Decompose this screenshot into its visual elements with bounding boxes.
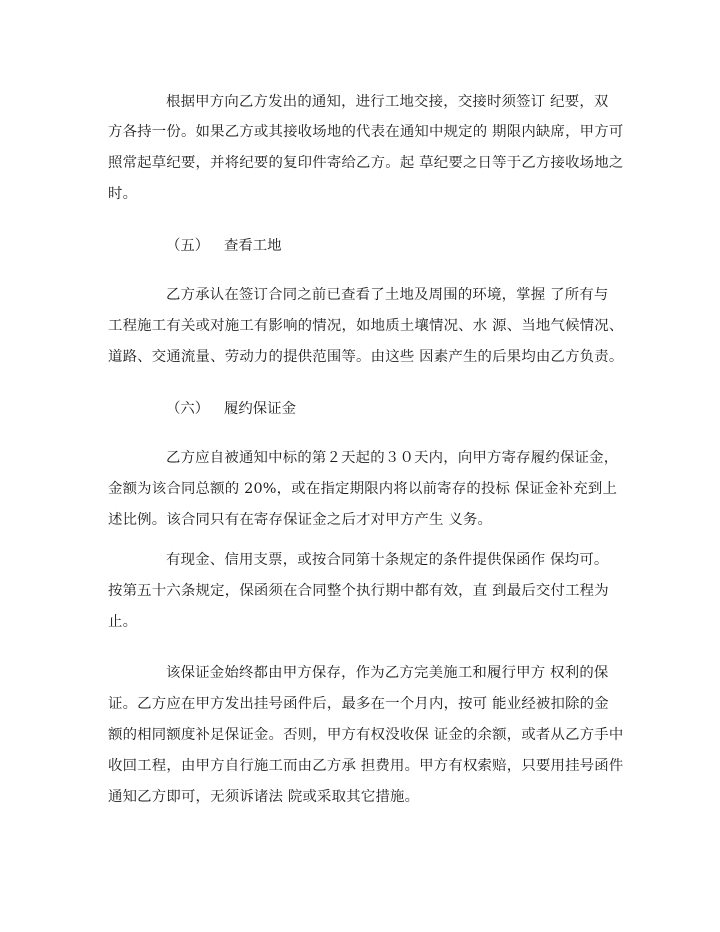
paragraph-4-line-2: 按第五十六条规定，保函须在合同整个执行期中都有效，直 到最后交付工程为 [108, 583, 609, 599]
paragraph-1-line-2: 方各持一份。如果乙方或其接收场地的代表在通知中规定的 期限内缺席，甲方可 [108, 124, 624, 140]
paragraph-5-line-1: 该保证金始终都由甲方保存，作为乙方完美施工和履行甲方 权利的保 [166, 665, 609, 681]
section-5-title: 查看工地 [224, 238, 282, 254]
section-6-title: 履约保证金 [224, 401, 296, 417]
paragraph-5-line-4: 收回工程，由甲方自行施工而由乙方承 担费用。甲方有权索赔，只要用挂号函件 [108, 758, 624, 774]
paragraph-5-line-3: 额的相同额度补足保证金。否则，甲方有权没收保 证金的余额，或者从乙方手中 [108, 727, 624, 743]
paragraph-2-line-1: 乙方承认在签订合同之前已查看了土地及周围的环境，掌握 了所有与 [166, 287, 609, 303]
paragraph-4-line-1: 有现金、信用支票，或按合同第十条规定的条件提供保函作 保均可。 [166, 552, 609, 568]
paragraph-1-line-3: 照常起草纪要，并将纪要的复印件寄给乙方。起 草纪要之日等于乙方接收场地之 [108, 155, 624, 171]
paragraph-3-line-1: 乙方应自被通知中标的第２天起的３０天内，向甲方寄存履约保证金， [166, 450, 619, 466]
paragraph-1-line-1: 根据甲方向乙方发出的通知，进行工地交接，交接时须签订 纪要，双 [166, 94, 609, 110]
section-6-heading [166, 399, 296, 419]
paragraph-2-line-3: 道路、交通流量、劳动力的提供范围等。由这些 因素产生的后果均由乙方负责。 [108, 349, 624, 365]
paragraph-5-line-2: 证。乙方应在甲方发出挂号函件后，最多在一个月内，按可 能业经被扣除的金 [108, 696, 609, 712]
paragraph-2-line-2: 工程施工有关或对施工有影响的情况，如地质土壤情况、水 源、当地气候情况、 [108, 318, 624, 334]
paragraph-1-line-4: 时。 [108, 186, 138, 202]
paragraph-3-line-2: 金额为该合同总额的 20%，或在指定期限内将以前寄存的投标 保证金补充到上 [108, 481, 618, 497]
paragraph-4-line-3: 止。 [108, 614, 138, 630]
section-5-heading [166, 236, 282, 256]
section-5-number: （五） [166, 238, 210, 254]
paragraph-3-line-3: 述比例。该合同只有在寄存保证金之后才对甲方产生 义务。 [108, 512, 493, 528]
paragraph-5-line-5: 通知乙方即可，无须诉诸法 院或采取其它措施。 [108, 789, 420, 805]
section-6-number: （六） [166, 401, 210, 417]
